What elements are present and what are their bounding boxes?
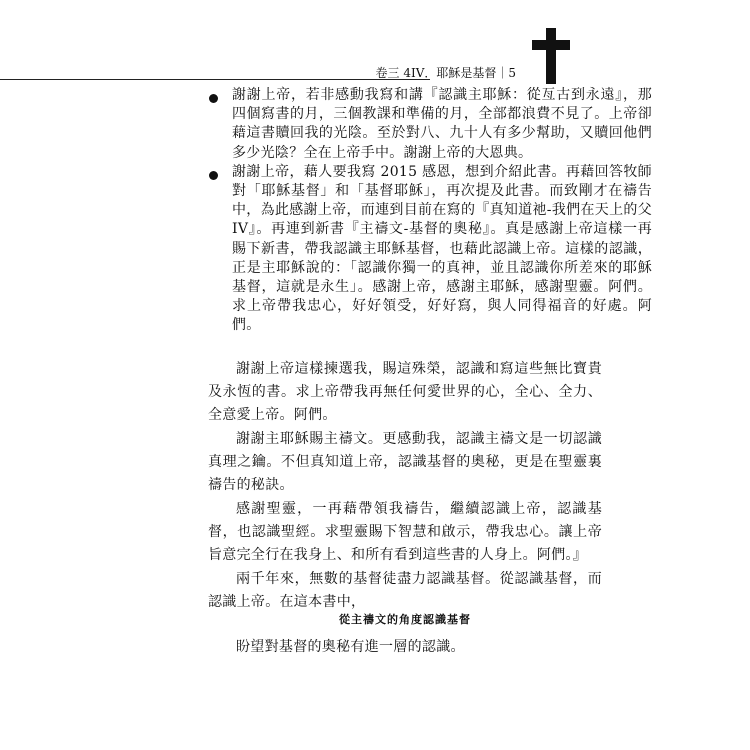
book-title: 從主禱文的角度認識基督 (339, 613, 471, 626)
bullet-text: 謝謝上帝，藉人要我寫 2015 感恩，想到介紹此書。再藉回答牧師對「耶穌基督」和「基督耶穌」，再次提及此書。而致剛才在禱告中，為此感謝上帝，而連到目前在寫的『真知道祂-我們在天上的父 IV』。再連到新書『主禱文-基督的奧秘』。真是感謝上帝這樣一再賜下新書，帶我認識主耶穌基督，也藉此認識上帝。這樣的認識，正是主耶穌說的：「認識你獨一的真神，並且認識你所差來的耶穌基督，這就是永生」。感謝上帝，感謝主耶穌，感謝聖靈。阿們。求上帝帶我忠心，好好領受，好好寫，與人同得福音的好處。阿們。 (232, 163, 652, 334)
body-paragraph: 兩千年來，無數的基督徒盡力認識基督。從認識基督，而認識上帝。在這本書中， (208, 571, 602, 610)
bullet-dot-icon (209, 171, 218, 180)
bullet-item (232, 86, 652, 163)
bullet-list (232, 86, 652, 336)
header-rule (0, 79, 430, 80)
bullet-text: 謝謝上帝，若非感動我寫和講『認識主耶穌：從亙古到永遠』，那四個寫書的月，三個教課和準備的月，全部都浪費不見了。上帝卻藉這書贖回我的光陰。至於對八、九十人有多少幫助，又贖回他們多少光陰？全在上帝手中。謝謝上帝的大恩典。 (232, 87, 652, 161)
bullet-item (232, 163, 652, 336)
body-paragraph: 謝謝主耶穌賜主禱文。更感動我，認識主禱文是一切認識真理之鑰。不但真知道上帝，認識基督的奧秘，更是在聖靈裏禱告的秘訣。 (208, 431, 602, 493)
cross-icon (520, 24, 580, 86)
body-paragraph: 謝謝上帝這樣揀選我，賜這殊榮，認識和寫這些無比寶貴及永恆的書。求上帝帶我再無任何愛世界的心，全心、全力、全意愛上帝。阿們。 (208, 361, 602, 423)
running-header (80, 66, 516, 80)
body-paragraph: 盼望對基督的奧秘有進一層的認識。 (236, 639, 465, 655)
body-paragraph: 感謝聖靈，一再藉帶領我禱告，繼續認識上帝，認識基督，也認識聖經。求聖靈賜下智慧和啟示，帶我忠心。讓上帝旨意完全行在我身上、和所有看到這些書的人身上。阿們。』 (208, 501, 602, 563)
bullet-dot-icon (209, 94, 218, 103)
running-header-text: 卷三 4IV．耶穌是基督｜5 (375, 66, 516, 80)
